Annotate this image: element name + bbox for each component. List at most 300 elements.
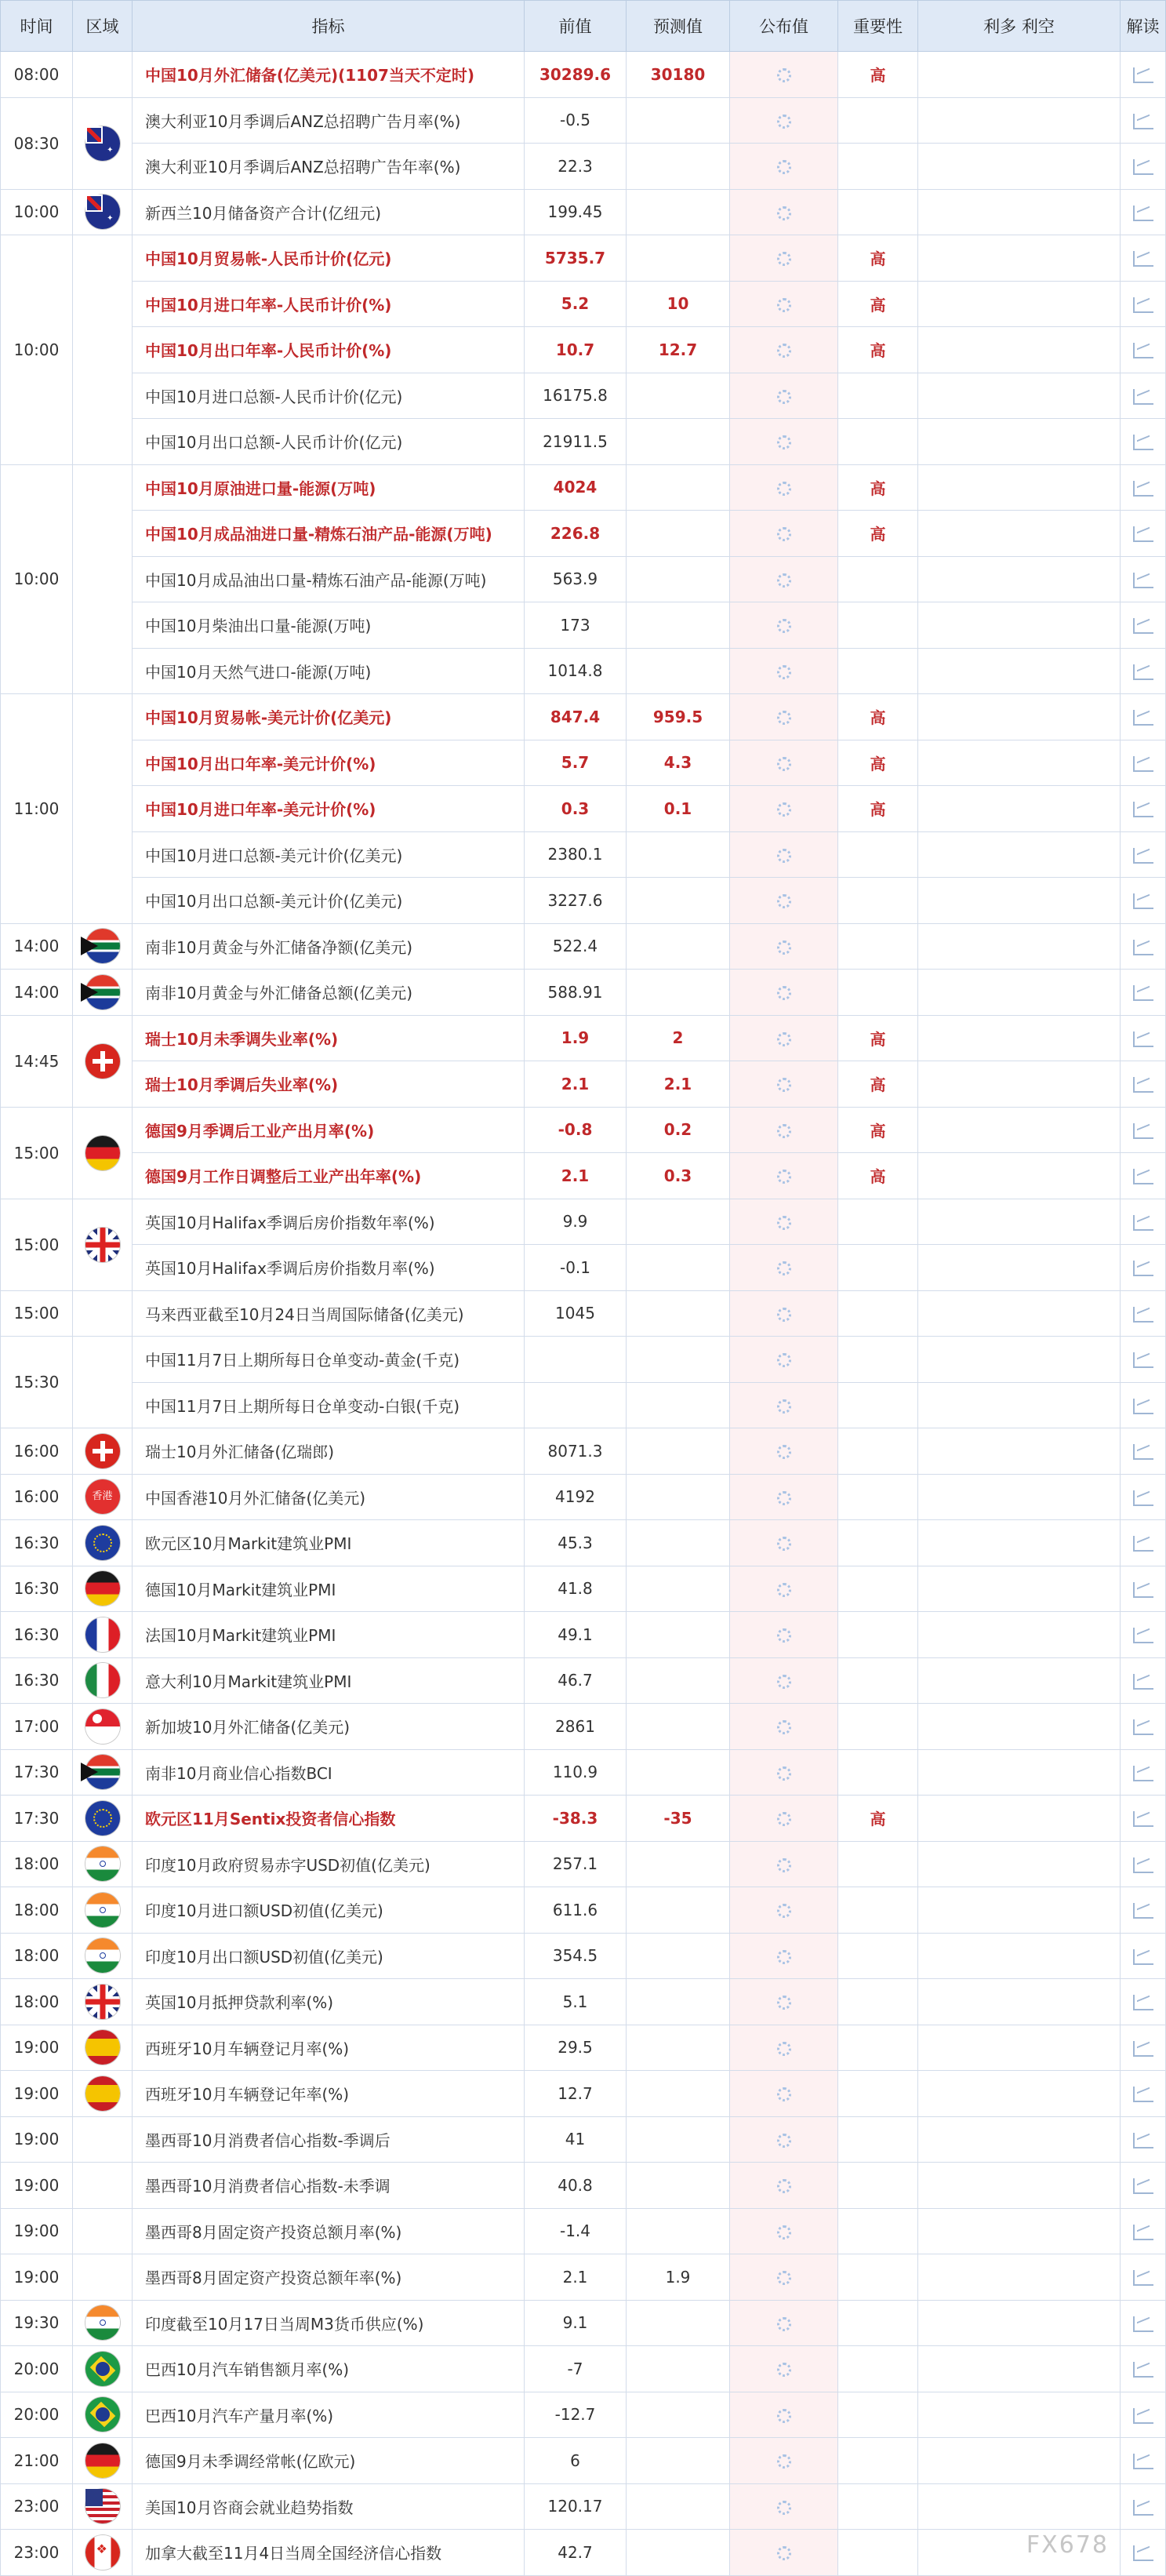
indicator-cell: 中国10月原油进口量-能源(万吨)	[133, 464, 525, 511]
time-cell: 14:45	[1, 1015, 73, 1107]
analysis-cell[interactable]	[1121, 2483, 1166, 2530]
region-cell	[73, 1428, 133, 1475]
forecast-value	[627, 1657, 730, 1704]
indicator-cell: 中国10月贸易帐-美元计价(亿美元)	[133, 694, 525, 740]
chart-icon[interactable]	[1133, 1215, 1153, 1231]
chart-icon[interactable]	[1133, 435, 1153, 450]
loading-spinner-icon	[777, 1491, 791, 1505]
chart-icon[interactable]	[1133, 2041, 1153, 2057]
region-cell	[73, 464, 133, 694]
importance-cell	[838, 144, 918, 190]
chart-icon[interactable]	[1133, 1031, 1153, 1047]
actual-value	[730, 97, 838, 144]
bull-bear-cell	[918, 189, 1121, 235]
loading-spinner-icon	[777, 1720, 791, 1734]
time-cell: 16:30	[1, 1520, 73, 1566]
indicator-cell: 法国10月Markit建筑业PMI	[133, 1612, 525, 1658]
analysis-cell[interactable]	[1121, 1612, 1166, 1658]
forecast-value: 10	[627, 281, 730, 327]
indicator-cell: 南非10月黄金与外汇储备净额(亿美元)	[133, 923, 525, 970]
bull-bear-cell	[918, 2438, 1121, 2484]
time-cell: 23:00	[1, 2530, 73, 2576]
chart-icon[interactable]	[1133, 1261, 1153, 1276]
bull-bear-cell	[918, 2025, 1121, 2071]
loading-spinner-icon	[777, 2179, 791, 2193]
analysis-cell[interactable]	[1121, 464, 1166, 511]
loading-spinner-icon	[777, 1261, 791, 1275]
chart-icon[interactable]	[1133, 1766, 1153, 1781]
actual-value	[730, 2163, 838, 2209]
bull-bear-cell	[918, 1015, 1121, 1061]
chart-icon[interactable]	[1133, 343, 1153, 358]
analysis-cell[interactable]	[1121, 1979, 1166, 2025]
uk-flag-icon	[85, 1985, 120, 2019]
indicator-cell: 墨西哥10月消费者信心指数-未季调	[133, 2163, 525, 2209]
bull-bear-cell	[918, 1382, 1121, 1428]
analysis-cell[interactable]	[1121, 648, 1166, 694]
previous-value: 22.3	[525, 144, 627, 190]
eu-flag-icon	[85, 1526, 120, 1560]
importance-cell	[838, 602, 918, 649]
bull-bear-cell	[918, 97, 1121, 144]
table-row	[1, 144, 1166, 190]
bull-bear-cell	[918, 970, 1121, 1016]
analysis-cell[interactable]	[1121, 1520, 1166, 1566]
loading-spinner-icon	[777, 344, 791, 358]
chart-icon[interactable]	[1133, 1582, 1153, 1598]
chart-icon[interactable]	[1133, 985, 1153, 1001]
chart-icon[interactable]	[1133, 802, 1153, 817]
forecast-value: 4.3	[627, 740, 730, 786]
chart-icon[interactable]	[1133, 2133, 1153, 2148]
analysis-cell[interactable]	[1121, 2071, 1166, 2117]
analysis-cell[interactable]	[1121, 144, 1166, 190]
indicator-cell: 墨西哥8月固定资产投资总额年率(%)	[133, 2254, 525, 2301]
time-cell: 16:30	[1, 1566, 73, 1612]
indicator-cell: 瑞士10月季调后失业率(%)	[133, 1061, 525, 1108]
chart-icon[interactable]	[1133, 481, 1153, 497]
importance-cell	[838, 1199, 918, 1245]
importance-cell	[838, 1290, 918, 1337]
analysis-cell[interactable]	[1121, 189, 1166, 235]
loading-spinner-icon	[777, 435, 791, 449]
table-row	[1, 1520, 1166, 1566]
importance-cell	[838, 1933, 918, 1979]
time-cell: 17:30	[1, 1796, 73, 1842]
analysis-cell[interactable]	[1121, 2438, 1166, 2484]
chart-icon[interactable]	[1133, 710, 1153, 726]
analysis-cell[interactable]	[1121, 1474, 1166, 1520]
analysis-cell[interactable]	[1121, 740, 1166, 786]
previous-value: 4192	[525, 1474, 627, 1520]
indicator-cell: 印度10月政府贸易赤字USD初值(亿美元)	[133, 1841, 525, 1887]
previous-value: 257.1	[525, 1841, 627, 1887]
bull-bear-cell	[918, 327, 1121, 373]
chart-icon[interactable]	[1133, 2225, 1153, 2240]
forecast-value	[627, 1290, 730, 1337]
importance-cell: 高	[838, 52, 918, 98]
previous-value: 10.7	[525, 327, 627, 373]
analysis-cell[interactable]	[1121, 511, 1166, 557]
bull-bear-cell	[918, 602, 1121, 649]
chart-icon[interactable]	[1133, 2454, 1153, 2469]
actual-value	[730, 1245, 838, 1291]
analysis-cell[interactable]	[1121, 1566, 1166, 1612]
chart-icon[interactable]	[1133, 1995, 1153, 2010]
loading-spinner-icon	[777, 2317, 791, 2331]
table-row	[1, 419, 1166, 465]
table-row	[1, 1337, 1166, 1383]
indicator-cell: 西班牙10月车辆登记年率(%)	[133, 2071, 525, 2117]
indicator-cell: 中国10月出口年率-美元计价(%)	[133, 740, 525, 786]
indicator-cell: 南非10月黄金与外汇储备总额(亿美元)	[133, 970, 525, 1016]
previous-value: 522.4	[525, 923, 627, 970]
actual-value	[730, 2116, 838, 2163]
forecast-value	[627, 923, 730, 970]
table-row	[1, 2208, 1166, 2254]
analysis-cell[interactable]	[1121, 2208, 1166, 2254]
loading-spinner-icon	[777, 849, 791, 863]
usa-flag-icon	[85, 2489, 120, 2523]
time-cell: 23:00	[1, 2483, 73, 2530]
importance-cell	[838, 2116, 918, 2163]
analysis-cell[interactable]	[1121, 786, 1166, 832]
chart-icon[interactable]	[1133, 1949, 1153, 1965]
bull-bear-cell	[918, 2163, 1121, 2209]
analysis-cell[interactable]	[1121, 2392, 1166, 2438]
analysis-cell[interactable]	[1121, 1290, 1166, 1337]
previous-value: 49.1	[525, 1612, 627, 1658]
analysis-cell[interactable]	[1121, 2530, 1166, 2576]
analysis-cell[interactable]	[1121, 831, 1166, 878]
bull-bear-cell	[918, 1520, 1121, 1566]
chart-icon[interactable]	[1133, 1811, 1153, 1827]
previous-value: 2.1	[525, 2254, 627, 2301]
chart-icon[interactable]	[1133, 756, 1153, 772]
chart-icon[interactable]	[1133, 1628, 1153, 1643]
chart-icon[interactable]	[1133, 1307, 1153, 1323]
analysis-cell[interactable]	[1121, 694, 1166, 740]
loading-spinner-icon	[777, 2225, 791, 2239]
time-cell: 20:00	[1, 2346, 73, 2392]
forecast-value	[627, 97, 730, 144]
actual-value	[730, 2025, 838, 2071]
analysis-cell[interactable]	[1121, 1704, 1166, 1750]
loading-spinner-icon	[777, 1950, 791, 1964]
actual-value	[730, 1841, 838, 1887]
region-cell	[73, 2300, 133, 2346]
bull-bear-cell	[918, 1061, 1121, 1108]
importance-cell	[838, 2163, 918, 2209]
analysis-cell[interactable]	[1121, 1337, 1166, 1383]
chart-icon[interactable]	[1133, 251, 1153, 267]
chart-icon[interactable]	[1133, 940, 1153, 955]
indicator-cell: 中国10月出口总额-美元计价(亿美元)	[133, 878, 525, 924]
chart-icon[interactable]	[1133, 618, 1153, 634]
chart-icon[interactable]	[1133, 114, 1153, 129]
bull-bear-cell	[918, 464, 1121, 511]
loading-spinner-icon	[777, 1812, 791, 1826]
chart-icon[interactable]	[1133, 2545, 1153, 2561]
australia-flag-icon: ✦	[85, 126, 120, 161]
analysis-cell[interactable]	[1121, 235, 1166, 282]
chart-icon[interactable]	[1133, 1857, 1153, 1873]
table-row	[1, 923, 1166, 970]
actual-value	[730, 1887, 838, 1934]
table-row	[1, 1749, 1166, 1796]
chart-icon[interactable]	[1133, 1490, 1153, 1506]
forecast-value: 959.5	[627, 694, 730, 740]
analysis-cell[interactable]	[1121, 1015, 1166, 1061]
importance-cell	[838, 1245, 918, 1291]
previous-value: 40.8	[525, 2163, 627, 2209]
chart-icon[interactable]	[1133, 1719, 1153, 1735]
bull-bear-cell	[918, 1657, 1121, 1704]
indicator-cell: 南非10月商业信心指数BCI	[133, 1749, 525, 1796]
analysis-cell[interactable]	[1121, 556, 1166, 602]
header-actual: 公布值	[730, 1, 838, 52]
analysis-cell[interactable]	[1121, 327, 1166, 373]
header-analysis: 解读	[1121, 1, 1166, 52]
time-cell: 15:00	[1, 1107, 73, 1199]
region-cell	[73, 97, 133, 189]
chart-icon[interactable]	[1133, 2316, 1153, 2332]
chart-icon[interactable]	[1133, 1674, 1153, 1690]
importance-cell	[838, 556, 918, 602]
table-row	[1, 2483, 1166, 2530]
region-cell	[73, 1612, 133, 1658]
time-cell: 08:00	[1, 52, 73, 98]
analysis-cell[interactable]	[1121, 281, 1166, 327]
chart-icon[interactable]	[1133, 2087, 1153, 2102]
chart-icon[interactable]	[1133, 1077, 1153, 1093]
analysis-cell[interactable]	[1121, 970, 1166, 1016]
analysis-cell[interactable]	[1121, 1428, 1166, 1475]
chart-icon[interactable]	[1133, 848, 1153, 864]
analysis-cell[interactable]	[1121, 2300, 1166, 2346]
chart-icon[interactable]	[1133, 1399, 1153, 1414]
loading-spinner-icon	[777, 1858, 791, 1872]
analysis-cell[interactable]	[1121, 2116, 1166, 2163]
time-cell: 19:00	[1, 2071, 73, 2117]
region-cell	[73, 1107, 133, 1199]
previous-value: -12.7	[525, 2392, 627, 2438]
actual-value	[730, 419, 838, 465]
region-cell	[73, 2025, 133, 2071]
chart-icon[interactable]	[1133, 67, 1153, 83]
chart-icon[interactable]	[1133, 664, 1153, 680]
chart-icon[interactable]	[1133, 206, 1153, 221]
importance-cell	[838, 2483, 918, 2530]
importance-cell: 高	[838, 327, 918, 373]
time-cell: 11:00	[1, 694, 73, 924]
header-forecast: 预测值	[627, 1, 730, 52]
previous-value: 41.8	[525, 1566, 627, 1612]
analysis-cell[interactable]	[1121, 1061, 1166, 1108]
analysis-cell[interactable]	[1121, 1107, 1166, 1153]
analysis-cell[interactable]	[1121, 1245, 1166, 1291]
chart-icon[interactable]	[1133, 389, 1153, 405]
chart-icon[interactable]	[1133, 1536, 1153, 1552]
table-row	[1, 1566, 1166, 1612]
region-cell	[73, 1749, 133, 1796]
importance-cell: 高	[838, 511, 918, 557]
loading-spinner-icon	[777, 298, 791, 312]
chart-icon[interactable]	[1133, 2500, 1153, 2516]
chart-icon[interactable]	[1133, 2408, 1153, 2424]
chart-icon[interactable]	[1133, 159, 1153, 175]
region-cell	[73, 1290, 133, 1337]
chart-icon[interactable]	[1133, 1444, 1153, 1460]
loading-spinner-icon	[777, 206, 791, 220]
importance-cell	[838, 189, 918, 235]
importance-cell	[838, 1566, 918, 1612]
previous-value: 5.7	[525, 740, 627, 786]
table-row	[1, 2300, 1166, 2346]
forecast-value: 0.3	[627, 1153, 730, 1199]
actual-value	[730, 144, 838, 190]
analysis-cell[interactable]	[1121, 923, 1166, 970]
analysis-cell[interactable]	[1121, 2346, 1166, 2392]
indicator-cell: 印度10月进口额USD初值(亿美元)	[133, 1887, 525, 1934]
previous-value: 6	[525, 2438, 627, 2484]
previous-value: 30289.6	[525, 52, 627, 98]
actual-value	[730, 1749, 838, 1796]
forecast-value	[627, 1566, 730, 1612]
chart-icon[interactable]	[1133, 1352, 1153, 1368]
previous-value: 16175.8	[525, 373, 627, 419]
forecast-value	[627, 2116, 730, 2163]
analysis-cell[interactable]	[1121, 1749, 1166, 1796]
loading-spinner-icon	[777, 252, 791, 266]
canada-flag-icon	[85, 2535, 120, 2570]
analysis-cell[interactable]	[1121, 373, 1166, 419]
analysis-cell[interactable]	[1121, 602, 1166, 649]
region-cell	[73, 2530, 133, 2576]
forecast-value	[627, 1245, 730, 1291]
time-cell: 17:30	[1, 1749, 73, 1796]
previous-value: 41	[525, 2116, 627, 2163]
bull-bear-cell	[918, 1245, 1121, 1291]
chart-icon[interactable]	[1133, 893, 1153, 909]
indicator-cell: 中国10月进口总额-美元计价(亿美元)	[133, 831, 525, 878]
previous-value: 42.7	[525, 2530, 627, 2576]
actual-value	[730, 648, 838, 694]
importance-cell	[838, 970, 918, 1016]
previous-value: 9.1	[525, 2300, 627, 2346]
forecast-value	[627, 1887, 730, 1934]
importance-cell	[838, 1382, 918, 1428]
chart-icon[interactable]	[1133, 2178, 1153, 2194]
previous-value: 8071.3	[525, 1428, 627, 1475]
chart-icon[interactable]	[1133, 573, 1153, 588]
watermark: FX678	[1026, 2531, 1109, 2559]
previous-value: 4024	[525, 464, 627, 511]
region-cell	[73, 1199, 133, 1290]
forecast-value	[627, 1749, 730, 1796]
analysis-cell[interactable]	[1121, 1933, 1166, 1979]
chart-icon[interactable]	[1133, 526, 1153, 542]
importance-cell	[838, 1612, 918, 1658]
forecast-value	[627, 1841, 730, 1887]
indicator-cell: 中国11月7日上期所每日仓单变动-白银(千克)	[133, 1382, 525, 1428]
forecast-value	[627, 878, 730, 924]
time-cell: 18:00	[1, 1933, 73, 1979]
actual-value	[730, 2300, 838, 2346]
time-cell: 19:00	[1, 2254, 73, 2301]
table-row	[1, 1704, 1166, 1750]
table-row	[1, 1933, 1166, 1979]
indicator-cell: 中国11月7日上期所每日仓单变动-黄金(千克)	[133, 1337, 525, 1383]
importance-cell: 高	[838, 1796, 918, 1842]
region-cell	[73, 2483, 133, 2530]
forecast-value	[627, 1199, 730, 1245]
loading-spinner-icon	[777, 711, 791, 725]
indicator-cell: 马来西亚截至10月24日当周国际储备(亿美元)	[133, 1290, 525, 1337]
table-row	[1, 2392, 1166, 2438]
brazil-flag-icon	[85, 2397, 120, 2432]
region-cell	[73, 2346, 133, 2392]
importance-cell: 高	[838, 740, 918, 786]
indicator-cell: 瑞士10月外汇储备(亿瑞郎)	[133, 1428, 525, 1475]
chart-icon[interactable]	[1133, 2362, 1153, 2378]
loading-spinner-icon	[777, 1445, 791, 1459]
analysis-cell[interactable]	[1121, 1796, 1166, 1842]
table-row	[1, 511, 1166, 557]
actual-value	[730, 1704, 838, 1750]
chart-icon[interactable]	[1133, 297, 1153, 313]
table-header-row	[1, 1, 1166, 52]
previous-value	[525, 1337, 627, 1383]
loading-spinner-icon	[777, 1124, 791, 1138]
analysis-cell[interactable]	[1121, 1153, 1166, 1199]
analysis-cell[interactable]	[1121, 52, 1166, 98]
actual-value	[730, 1428, 838, 1475]
analysis-cell[interactable]	[1121, 2254, 1166, 2301]
chart-icon[interactable]	[1133, 1169, 1153, 1184]
previous-value: 1045	[525, 1290, 627, 1337]
actual-value	[730, 1657, 838, 1704]
chart-icon[interactable]	[1133, 1123, 1153, 1139]
table-row	[1, 189, 1166, 235]
analysis-cell[interactable]	[1121, 1382, 1166, 1428]
header-region: 区域	[73, 1, 133, 52]
forecast-value	[627, 189, 730, 235]
actual-value	[730, 1107, 838, 1153]
importance-cell: 高	[838, 786, 918, 832]
table-row	[1, 1841, 1166, 1887]
table-row	[1, 740, 1166, 786]
table-row	[1, 52, 1166, 98]
actual-value	[730, 2438, 838, 2484]
loading-spinner-icon	[777, 2454, 791, 2469]
bull-bear-cell	[918, 1474, 1121, 1520]
region-cell	[73, 1841, 133, 1887]
forecast-value: -35	[627, 1796, 730, 1842]
analysis-cell[interactable]	[1121, 1887, 1166, 1934]
analysis-cell[interactable]	[1121, 1199, 1166, 1245]
chart-icon[interactable]	[1133, 1903, 1153, 1919]
analysis-cell[interactable]	[1121, 97, 1166, 144]
analysis-cell[interactable]	[1121, 2025, 1166, 2071]
analysis-cell[interactable]	[1121, 419, 1166, 465]
analysis-cell[interactable]	[1121, 1657, 1166, 1704]
analysis-cell[interactable]	[1121, 1841, 1166, 1887]
table-row	[1, 2071, 1166, 2117]
analysis-cell[interactable]	[1121, 878, 1166, 924]
analysis-cell[interactable]	[1121, 2163, 1166, 2209]
chart-icon[interactable]	[1133, 2270, 1153, 2286]
